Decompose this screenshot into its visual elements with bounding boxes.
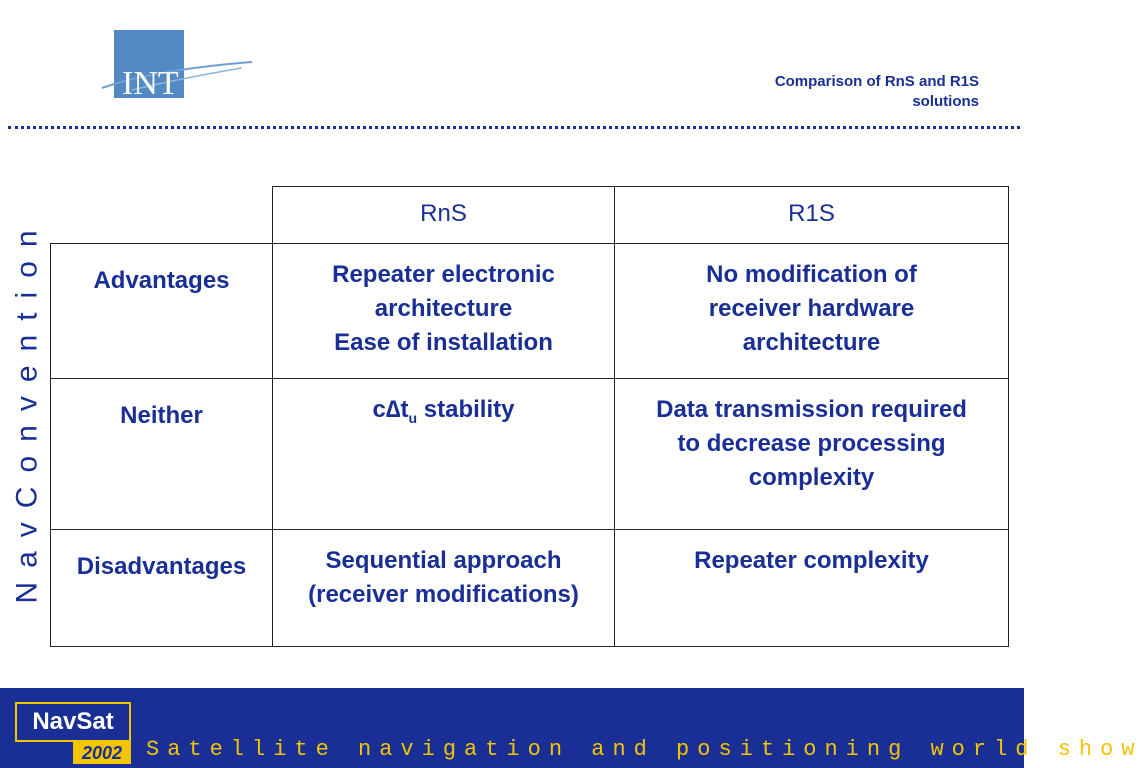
row-label-disadvantages: Disadvantages xyxy=(51,530,273,647)
cell-neither-rns: $c\Delta t_u$ stability xyxy=(273,379,615,530)
slide-title-line1: Comparison of RnS and R1S xyxy=(774,73,979,90)
cell-neither-r1s: Data transmission required to decrease processing complexity xyxy=(615,379,1009,530)
navsat-logo-year: 2002 xyxy=(73,742,131,764)
vertical-brand-label: NavConvention xyxy=(11,216,44,604)
table-header-row xyxy=(51,187,1009,244)
dotted-divider xyxy=(8,126,1020,129)
table-corner-cell xyxy=(51,187,273,244)
table-row-disadvantages xyxy=(51,530,1009,647)
vertical-brand-text xyxy=(0,160,56,660)
navsat-logo-name: NavSat xyxy=(15,702,131,742)
logo-text: INT xyxy=(122,65,179,102)
cell-advantages-rns: Repeater electronic architecture Ease of installation xyxy=(273,244,615,379)
footer-bar xyxy=(0,688,1143,768)
navsat-logo xyxy=(15,702,131,763)
row-label-neither: Neither xyxy=(51,379,273,530)
row-label-advantages: Advantages xyxy=(51,244,273,379)
comparison-table xyxy=(50,186,1009,647)
cell-advantages-r1s: No modification of receiver hardware architecture xyxy=(615,244,1009,379)
column-header-r1s: R1S xyxy=(615,187,1009,244)
table-row-advantages xyxy=(51,244,1009,379)
cell-disadvantages-rns: Sequential approach (receiver modifications) xyxy=(273,530,615,647)
int-logo xyxy=(92,28,262,100)
slide-title xyxy=(579,72,979,112)
table-row-neither xyxy=(51,379,1009,530)
footer-tagline: Satellite navigation and positioning world show xyxy=(146,737,1143,762)
column-header-rns: RnS xyxy=(273,187,615,244)
cell-disadvantages-r1s: Repeater complexity xyxy=(615,530,1009,647)
slide-title-line2: solutions xyxy=(912,93,979,110)
